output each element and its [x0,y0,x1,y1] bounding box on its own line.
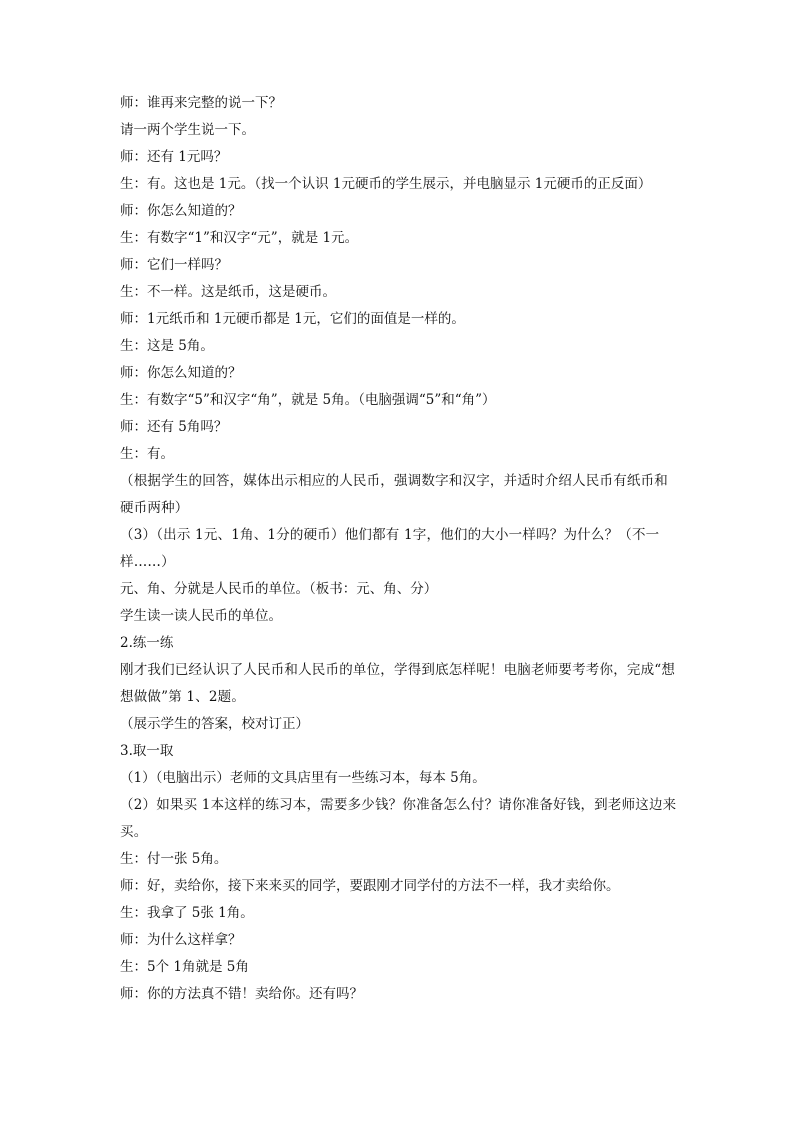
text-line: 师：你怎么知道的？ [120,365,242,381]
text-line: 师：它们一样吗？ [120,257,228,273]
text-line: 学生读一读人民币的单位。 [120,608,282,624]
text-line: 生：有。 [120,446,174,462]
text-line: 师：还有 5角吗？ [120,419,228,435]
section-heading: 3.取一取 [120,743,174,759]
text-paragraph: （3）（出示 1元、1角、1分的硬币）他们都有 1字，他们的大小一样吗？为什么？（不一样……） [120,527,660,570]
text-line: 元、角、分就是人民币的单位。（板书：元、角、分） [120,581,438,597]
document-body [120,90,680,1008]
text-line: （展示学生的答案，校对订正） [120,716,309,732]
text-line: （1）（电脑出示）老师的文具店里有一些练习本，每本 5角。 [120,770,486,786]
text-line: 生：有数字“1”和汉字“元”，就是 1元。 [120,230,359,246]
text-line: 师：为什么这样拿？ [120,932,242,948]
text-paragraph: （2）如果买 1本这样的练习本，需要多少钱？你准备怎么付？请你准备好钱，到老师这边来买。 [120,797,677,840]
text-paragraph: （根据学生的回答，媒体出示相应的人民币，强调数字和汉字，并适时介绍人民币有纸币和硬币两种） [120,473,668,516]
text-line: 生：这是 5角。 [120,338,214,354]
text-line: 师：谁再来完整的说一下？ [120,95,282,111]
section-heading: 2.练一练 [120,635,174,651]
text-line: 师：好，卖给你，接下来来买的同学，要跟刚才同学付的方法不一样，我才卖给你。 [120,878,620,894]
text-line: 师：你怎么知道的？ [120,203,242,219]
text-line: 师：1元纸币和 1元硬币都是 1元，它们的面值是一样的。 [120,311,465,327]
text-line: 生：付一张 5角。 [120,851,228,867]
text-line: 生：有。这也是 1元。（找一个认识 1元硬币的学生展示，并电脑显示 1元硬币的正反面） [120,176,652,192]
text-paragraph: 刚才我们已经认识了人民币和人民币的单位，学得到底怎样呢！电脑老师要考考你，完成“想想做做”第 1、2题。 [120,662,676,705]
text-line: 师：还有 1元吗？ [120,149,228,165]
text-line: 师：你的方法真不错！卖给你。还有吗？ [120,986,363,1002]
text-line: 生：我拿了 5张 1角。 [120,905,254,921]
text-line: 生：5个 1角就是 5角 [120,959,249,975]
text-line: 生：有数字“5”和汉字“角”，就是 5角。（电脑强调“5”和“角”） [120,392,496,408]
text-line: 生：不一样。这是纸币，这是硬币。 [120,284,336,300]
text-line: 请一两个学生说一下。 [120,122,255,138]
